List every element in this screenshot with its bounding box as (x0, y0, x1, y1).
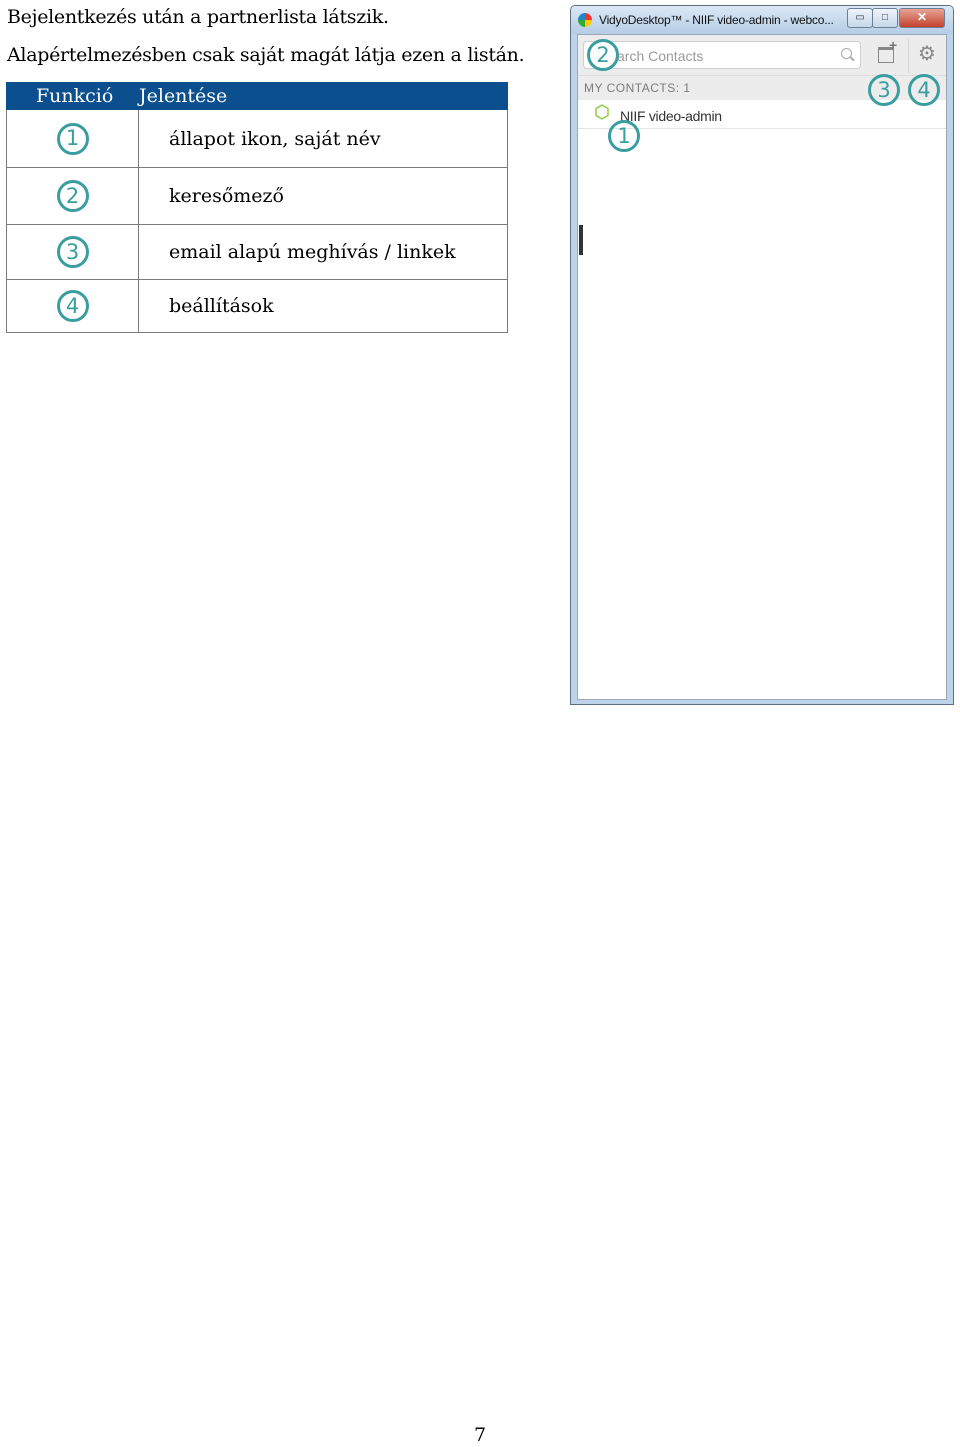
vidyo-logo-icon (578, 13, 592, 27)
contacts-header (578, 75, 946, 100)
contacts-count-label: MY CONTACTS: 1 (584, 81, 691, 95)
gear-icon[interactable]: ⚙ (918, 41, 936, 65)
table-row (7, 225, 508, 280)
number-badge-4: 4 (908, 74, 940, 106)
search-icon[interactable] (841, 48, 852, 59)
window-title: VidyoDesktop™ - NIIF video-admin - webco... (599, 13, 834, 27)
left-edge-handle (579, 225, 583, 255)
header-function: Funkció (7, 83, 139, 110)
contact-name: NIIF video-admin (620, 108, 722, 124)
client-area (577, 34, 947, 700)
vidyo-window (570, 5, 954, 705)
intro-line-1: Bejelentkezés után a partnerlista látszik. (7, 6, 389, 28)
table-row (7, 168, 508, 225)
table-row (7, 280, 508, 333)
page-number: 7 (474, 1424, 487, 1446)
number-badge-1: 1 (608, 120, 640, 152)
search-placeholder: arch Contacts (617, 48, 704, 64)
number-badge-4: 4 (57, 290, 89, 322)
close-button[interactable]: ✕ (899, 8, 945, 28)
row-description: beállítások (139, 280, 508, 333)
search-input[interactable] (583, 41, 861, 69)
number-badge-3: 3 (57, 236, 89, 268)
row-description: email alapú meghívás / linkek (139, 225, 508, 280)
row-description: állapot ikon, saját név (139, 110, 508, 168)
table-header-row (7, 83, 508, 110)
toolbar (578, 35, 946, 75)
title-bar[interactable] (571, 6, 953, 34)
maximize-button[interactable]: □ (872, 8, 898, 28)
row-description: keresőmező (139, 168, 508, 225)
number-badge-2: 2 (57, 180, 89, 212)
number-badge-1: 1 (57, 123, 89, 155)
header-meaning: Jelentése (139, 83, 508, 110)
number-badge-2: 2 (587, 39, 619, 71)
minimize-button[interactable]: ▭ (847, 8, 873, 28)
intro-line-2: Alapértelmezésben csak saját magát látja ezen a listán. (7, 44, 525, 66)
number-badge-3: 3 (868, 74, 900, 106)
toolbar-divider (908, 39, 909, 73)
invite-calendar-icon[interactable] (878, 47, 894, 63)
table-row (7, 110, 508, 168)
function-table (6, 82, 508, 333)
status-hexagon-icon (594, 104, 610, 120)
